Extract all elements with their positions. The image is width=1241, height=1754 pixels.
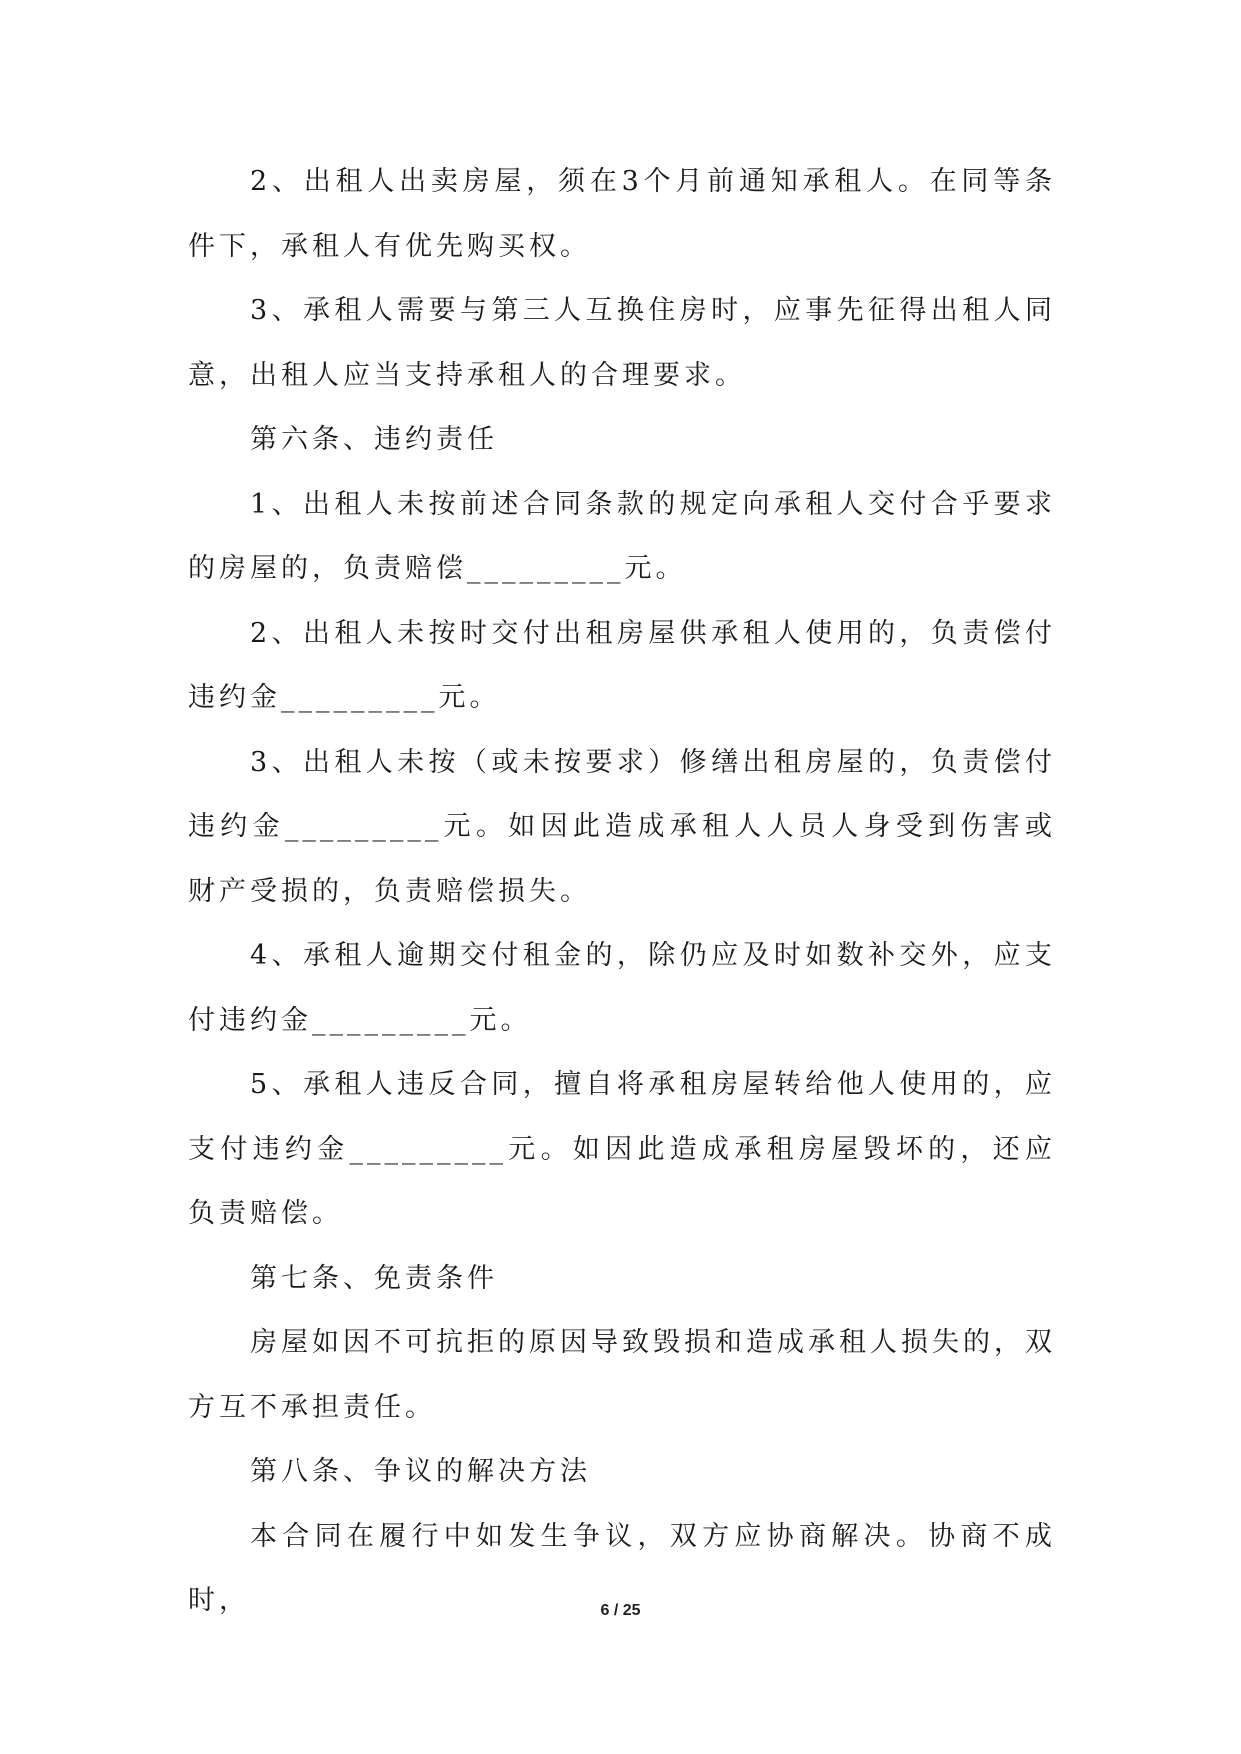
section-heading-breach-liability: 第六条、违约责任 (250, 424, 498, 455)
document-body (188, 150, 1056, 1634)
paragraph-breach-clause-1: 1、出租人未按前述合同条款的规定向承租人交付合乎要求的房屋的，负责赔偿_________元。 (188, 488, 1056, 584)
section-heading-exemption: 第七条、免责条件 (250, 1262, 498, 1294)
paragraph-breach-clause-2: 2、出租人未按时交付出租房屋供承租人使用的，负责偿付违约金_________元。 (188, 617, 1056, 713)
paragraph-dispute-negotiation: 本合同在履行中如发生争议，双方应协商解决。协商不成时， (188, 1520, 1056, 1616)
page-number: 6 / 25 (600, 1602, 641, 1619)
paragraph-breach-clause-5: 5、承租人违反合同，擅自将承租房屋转给他人使用的，应支付违约金_________元。如因此造成承租房屋毁坏的，还应负责赔偿。 (188, 1069, 1056, 1229)
paragraph-force-majeure: 房屋如因不可抗拒的原因导致毁损和造成承租人损失的，双方互不承担责任。 (188, 1327, 1056, 1423)
section-heading-dispute-resolution: 第八条、争议的解决方法 (250, 1456, 591, 1487)
paragraph-breach-clause-3: 3、出租人未按（或未按要求）修缮出租房屋的，负责偿付违约金_________元。如因此造成承租人人员人身受到伤害或财产受损的，负责赔偿损失。 (188, 746, 1056, 907)
paragraph-breach-clause-4: 4、承租人逾期交付租金的，除仍应及时如数补交外，应支付违约金_________元。 (188, 940, 1056, 1036)
paragraph-housing-exchange: 3、承租人需要与第三人互换住房时，应事先征得出租人同意，出租人应当支持承租人的合理要求。 (188, 295, 1056, 391)
paragraph-rent-sale-notice: 2、出租人出卖房屋，须在3个月前通知承租人。在同等条件下，承租人有优先购买权。 (188, 166, 1056, 262)
